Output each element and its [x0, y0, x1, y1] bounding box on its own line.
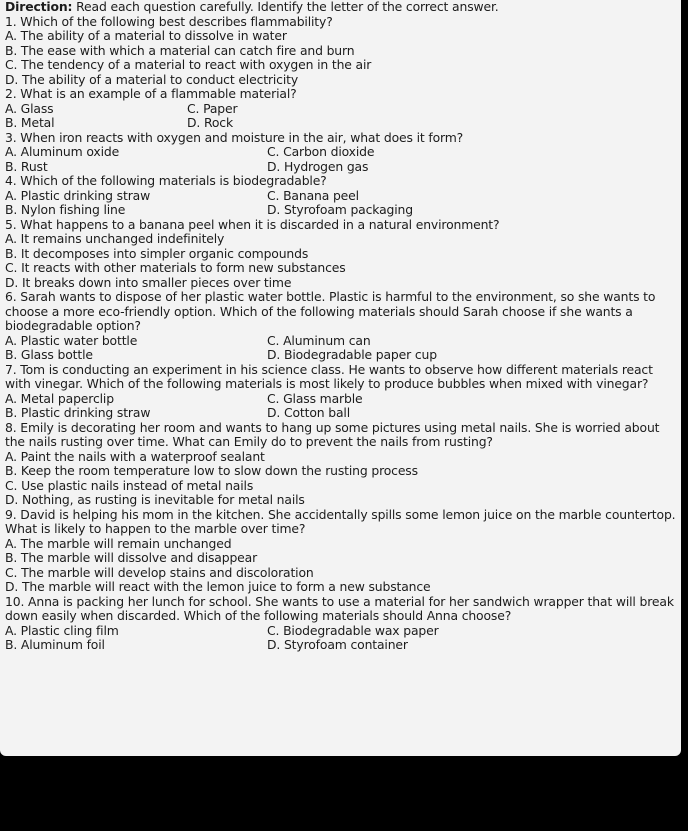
question-9: [5, 508, 677, 595]
option-d: D. Biodegradable paper cup: [267, 347, 437, 362]
question-stem: 5. What happens to a banana peel when it is discarded in a natural environment?: [5, 216, 500, 232]
option-b: B. The ease with which a material can catch fire and burn: [5, 42, 355, 58]
option-a: A. It remains unchanged indefinitely: [5, 231, 225, 246]
option-b: B. Metal: [5, 115, 55, 130]
option-a: A. Plastic cling film: [5, 622, 119, 638]
option-a: A. Plastic water bottle: [5, 332, 138, 348]
option-d: D. Hydrogen gas: [267, 158, 369, 174]
question-8: [5, 421, 677, 508]
question-6: [5, 290, 677, 363]
question-stem: 7. Tom is conducting an experiment in his science class. He wants to observe how different materials react with vinegar. Which of the following materials is most likely to produce bubbles when mixed with vinegar?: [5, 361, 653, 391]
option-a: A. Paint the nails with a waterproof sealant: [5, 448, 265, 464]
option-b: B. The marble will dissolve and disappear: [5, 550, 258, 565]
question-stem: 6. Sarah wants to dispose of her plastic water bottle. Plastic is harmful to the environment, so she wants to choose a more eco-friendly option. Which of the following materials should Sarah choose if she wants a biodegradable option?: [5, 289, 656, 333]
option-a: A. The marble will remain unchanged: [5, 535, 232, 551]
option-c: C. Use plastic nails instead of metal nails: [5, 477, 254, 493]
option-d: D. It breaks down into smaller pieces over time: [5, 274, 292, 290]
question-5: [5, 218, 677, 291]
option-d: D. Nothing, as rusting is inevitable for metal nails: [5, 492, 305, 507]
option-c: C. The marble will develop stains and discoloration: [5, 564, 314, 580]
option-b: B. Plastic drinking straw: [5, 405, 151, 420]
question-2: [5, 87, 677, 131]
option-d: D. Cotton ball: [267, 405, 350, 420]
option-a: A. Glass: [5, 100, 54, 116]
option-b: B. Aluminum foil: [5, 637, 105, 652]
option-a: A. Metal paperclip: [5, 390, 114, 406]
question-3: [5, 131, 677, 175]
option-b: B. Keep the room temperature low to slow down the rusting process: [5, 463, 418, 478]
option-d: D. The ability of a material to conduct electricity: [5, 71, 299, 87]
option-c: C. Paper: [187, 100, 238, 116]
question-7: [5, 363, 677, 421]
option-c: C. Aluminum can: [267, 332, 371, 348]
option-d: D. Styrofoam packaging: [267, 202, 413, 217]
directions-text: Read each question carefully. Identify the letter of the correct answer.: [72, 0, 499, 14]
option-b: B. Nylon fishing line: [5, 202, 126, 217]
question-1: [5, 15, 677, 88]
question-stem: 1. Which of the following best describes flammability?: [5, 13, 333, 29]
option-a: A. The ability of a material to dissolve in water: [5, 28, 287, 43]
option-d: D. Styrofoam container: [267, 637, 408, 652]
option-a: A. Plastic drinking straw: [5, 187, 151, 203]
option-c: C. Carbon dioxide: [267, 144, 375, 159]
question-stem: 4. Which of the following materials is biodegradable?: [5, 173, 327, 188]
question-stem: 3. When iron reacts with oxygen and moisture in the air, what does it form?: [5, 129, 464, 145]
directions-label: Direction:: [5, 0, 73, 14]
directions: [5, 0, 677, 15]
option-b: B. It decomposes into simpler organic compounds: [5, 245, 309, 261]
question-4: [5, 174, 677, 218]
option-b: B. Rust: [5, 158, 48, 174]
question-stem: 10. Anna is packing her lunch for school. She wants to use a material for her sandwich wrapper that will break down easily when discarded. Which of the following materials should Anna choose?: [5, 593, 674, 623]
question-stem: 8. Emily is decorating her room and wants to hang up some pictures using metal nails. She is worried about the nails rusting over time. What can Emily do to prevent the nails from rusting?: [5, 419, 660, 449]
option-c: C. Glass marble: [267, 390, 363, 406]
question-stem: 2. What is an example of a flammable material?: [5, 86, 297, 101]
option-c: C. Banana peel: [267, 187, 359, 203]
option-d: D. Rock: [187, 115, 233, 130]
option-c: C. Biodegradable wax paper: [267, 622, 439, 638]
option-d: D. The marble will react with the lemon juice to form a new substance: [5, 579, 431, 594]
question-stem: 9. David is helping his mom in the kitchen. She accidentally spills some lemon juice on the marble countertop. What is likely to happen to the marble over time?: [5, 506, 676, 536]
option-c: C. The tendency of a material to react with oxygen in the air: [5, 57, 372, 72]
question-10: [5, 595, 677, 653]
option-c: C. It reacts with other materials to form new substances: [5, 260, 346, 275]
option-a: A. Aluminum oxide: [5, 144, 120, 159]
option-b: B. Glass bottle: [5, 347, 93, 362]
